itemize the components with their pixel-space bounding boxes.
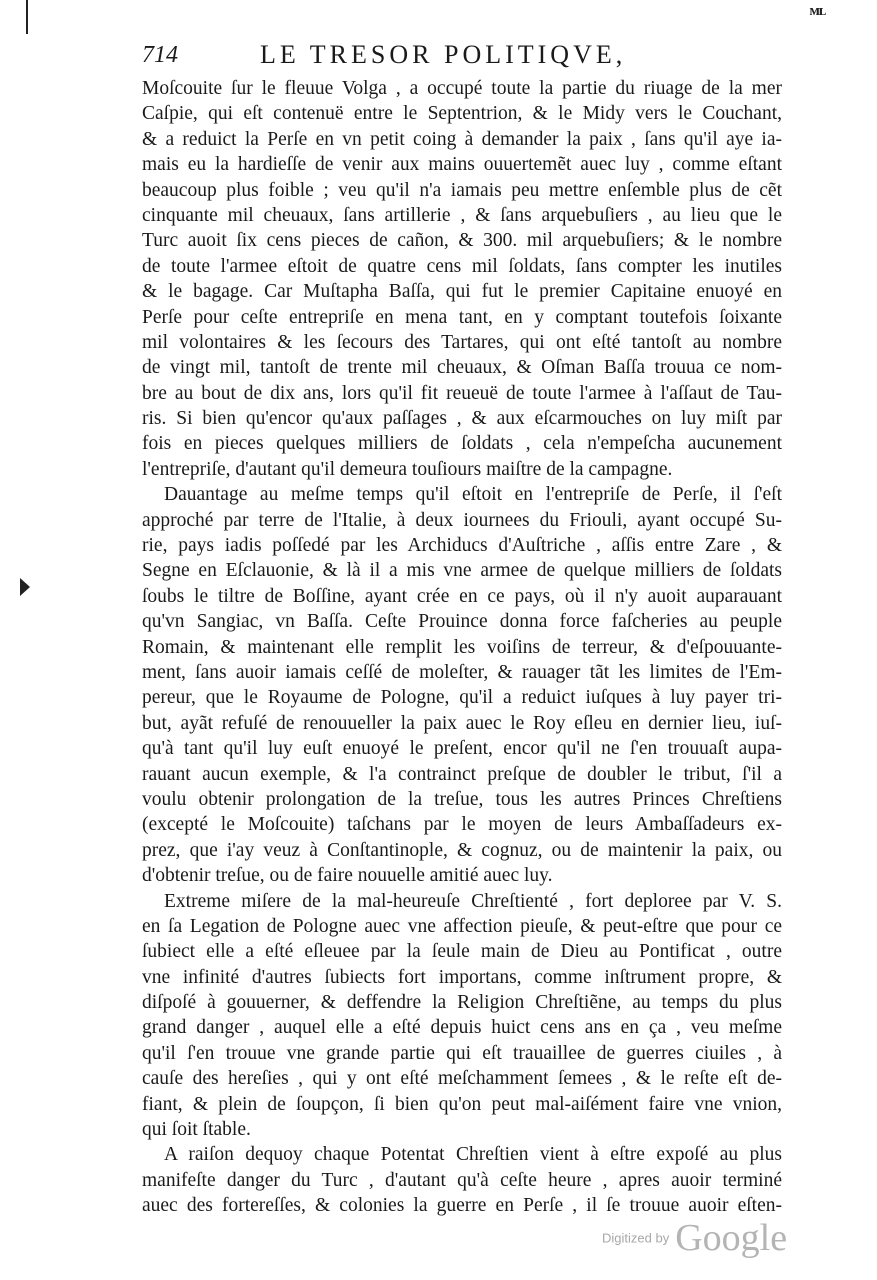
text-line: auec des forterеſſes, & colonies la guerre en Perſe , il ſe trouue auoir eſten-	[142, 1195, 782, 1217]
text-line: vne infinité d'autres ſubiects fort importans, comme inſtrument propre, &	[142, 966, 782, 988]
text-line: grand danger , auquel elle a eſté depuis huict cens ans en ça , veu meſme	[142, 1017, 782, 1039]
text-line: qu'il ſ'en trouue vne grande partie qui eſt trauaillee de guerres ciuiles , à	[142, 1042, 782, 1064]
watermark-prefix: Digitized by	[602, 1230, 670, 1246]
text-line: prez, que i'ay veuz à Conſtantinople, & cognuz, ou de maintenir la paix, ou	[142, 839, 782, 861]
text-line: but, ayãt refuſé de renouueller la paix auec le Roy eſleu en dernier lieu, iuſ-	[142, 712, 782, 734]
text-line: diſpoſé à gouuerner, & deffendre la Religion Chreſtiẽne, au temps du plus	[142, 992, 782, 1014]
running-title: LE TRESOR POLITIQVE,	[260, 40, 627, 69]
text-line: de toute l'armee eſtoit de quatre cens mil ſoldats, ſans compter les inutiles	[142, 255, 782, 277]
digitized-watermark	[602, 1216, 788, 1259]
google-logo: Google	[675, 1217, 788, 1259]
text-line: Dauantage au meſme temps qu'il eſtoit en l'entrepriſe de Perſe, il ſ'eſt	[164, 484, 782, 506]
body-text	[142, 76, 782, 1219]
text-line: Turc auoit ſix cens pieces de cañon, & 300. mil arquebuſiers; & le nombre	[142, 230, 782, 252]
text-line: mil volontaires & les ſecours des Tartares, qui ont eſté tantoſt au nombre	[142, 331, 782, 353]
text-line: Segne en Eſclauonie, & là il a mis vne armee de quelque milliers de ſoldats	[142, 560, 782, 582]
text-line: cauſe des hereſies , qui y ont eſté meſchamment ſemees , & le reſte eſt de-	[142, 1068, 782, 1090]
text-line: voulu obtenir prolongation de la treſue, tous les autres Princes Chreſtiens	[142, 788, 782, 810]
text-line: cinquante mil cheuaux, ſans artillerie , & ſans arquebuſiers , au lieu que le	[142, 204, 782, 226]
text-line: Moſcouite ſur le fleuue Volga , a occupé toute la partie du riuage de la mer	[142, 78, 782, 99]
text-line: ſoubs le tiltre de Boſſine, ayant crée en ce pays, où il n'y auoit auparauant	[142, 585, 782, 607]
text-line: qu'vn Sangiac, vn Baſſa. Ceſte Prouince donna force faſcheries au peuple	[142, 611, 782, 633]
text-line: mais eu la hardieſſe de venir aux mains ouuertemẽt auec luy , comme eſtant	[142, 154, 782, 176]
text-line: Romain, & maintenant elle remplit les voiſins de terreur, & d'eſpouuante-	[142, 636, 782, 658]
text-line: Perſe pour ceſte entrepriſe en mena tant, en y comptant toutefois ſoixante	[142, 306, 782, 328]
text-line: (excepté le Moſcouite) taſchans par le moyen de leurs Ambaſſadeurs ex-	[142, 814, 782, 836]
text-line: ment, ſans auoir iamais ceſſé de moleſter, & rauager tãt les limites de l'Em-	[142, 661, 782, 683]
text-line: fois en pieces quelques milliers de ſoldats , cela n'empeſcha aucunement	[142, 433, 782, 455]
text-line: manifeſte danger du Turc , d'autant qu'à ceſte heure , apres auoir terminé	[142, 1169, 782, 1191]
text-line: l'entrepriſe, d'autant qu'il demeura touſiours maiſtre de la campagne.	[142, 458, 673, 480]
corner-mark: ᴹᴸ	[809, 4, 825, 24]
page-header	[142, 40, 682, 76]
text-line: Caſpie, qui eſt contenuë entre le Septentrion, & le Midy vers le Couchant,	[142, 103, 782, 125]
text-line: Extreme miſere de la mal-heureuſe Chreſtienté , fort deploree par V. S.	[164, 890, 782, 912]
text-line: A raiſon dequoy chaque Potentat Chreſtien vient à eſtre expoſé au plus	[164, 1144, 782, 1166]
text-line: & a reduict la Perſe en vn petit coing à demander la paix , ſans qu'il aye ia-	[142, 128, 782, 150]
margin-pointer-mark	[20, 578, 30, 596]
text-line: rie, pays iadis poſſedé par les Archiducs d'Auſtriche , aſſis entre Zare , &	[142, 535, 782, 557]
page-number: 714	[142, 42, 178, 68]
text-line: qui ſoit ſtable.	[142, 1119, 251, 1141]
text-line: ris. Si bien qu'encor qu'aux paſſages , & aux eſcarmouches on luy miſt par	[142, 408, 782, 430]
text-line: bre au bout de dix ans, lors qu'il fit reueuë de toute l'armee à l'aſſaut de Tau-	[142, 382, 782, 404]
text-line: beaucoup plus foible ; veu qu'il n'a iamais peu mettre enſemble plus de cẽt	[142, 179, 782, 201]
text-line: qu'à tant qu'il luy euſt enuoyé le preſent, encor qu'il ne ſ'en trouuaſt aupa-	[142, 738, 782, 760]
text-line: approché par terre de l'Italie, à deux iournees du Friouli, ayant occupé Su-	[142, 509, 782, 531]
margin-rule	[26, 0, 28, 34]
text-line: & le bagage. Car Muſtapha Baſſa, qui fut le premier Capitaine enuoyé en	[142, 281, 782, 303]
text-line: de vingt mil, tantoſt de trente mil cheuaux, & Oſman Baſſa trouua ce nom-	[142, 357, 782, 379]
text-line: pereur, que le Royaume de Pologne, qu'il a reduict iuſques à luy payer tri-	[142, 687, 782, 709]
text-line: en ſa Legation de Pologne auec vne affection pieuſe, & peut-eſtre que pour ce	[142, 915, 782, 937]
text-line: fiant, & plein de ſoupçon, ſi bien qu'on peut mal-aiſément faire vne vnion,	[142, 1093, 782, 1115]
text-line: d'obtenir treſue, ou de faire nouuelle amitié auec luy.	[142, 865, 553, 887]
text-line: ſubiect elle a eſté eſleuee par la ſeule main de Dieu au Pontificat , outre	[142, 941, 782, 963]
text-line: rauant aucun exemple, & l'a contrainct preſque de doubler le tribut, ſ'il a	[142, 763, 782, 785]
